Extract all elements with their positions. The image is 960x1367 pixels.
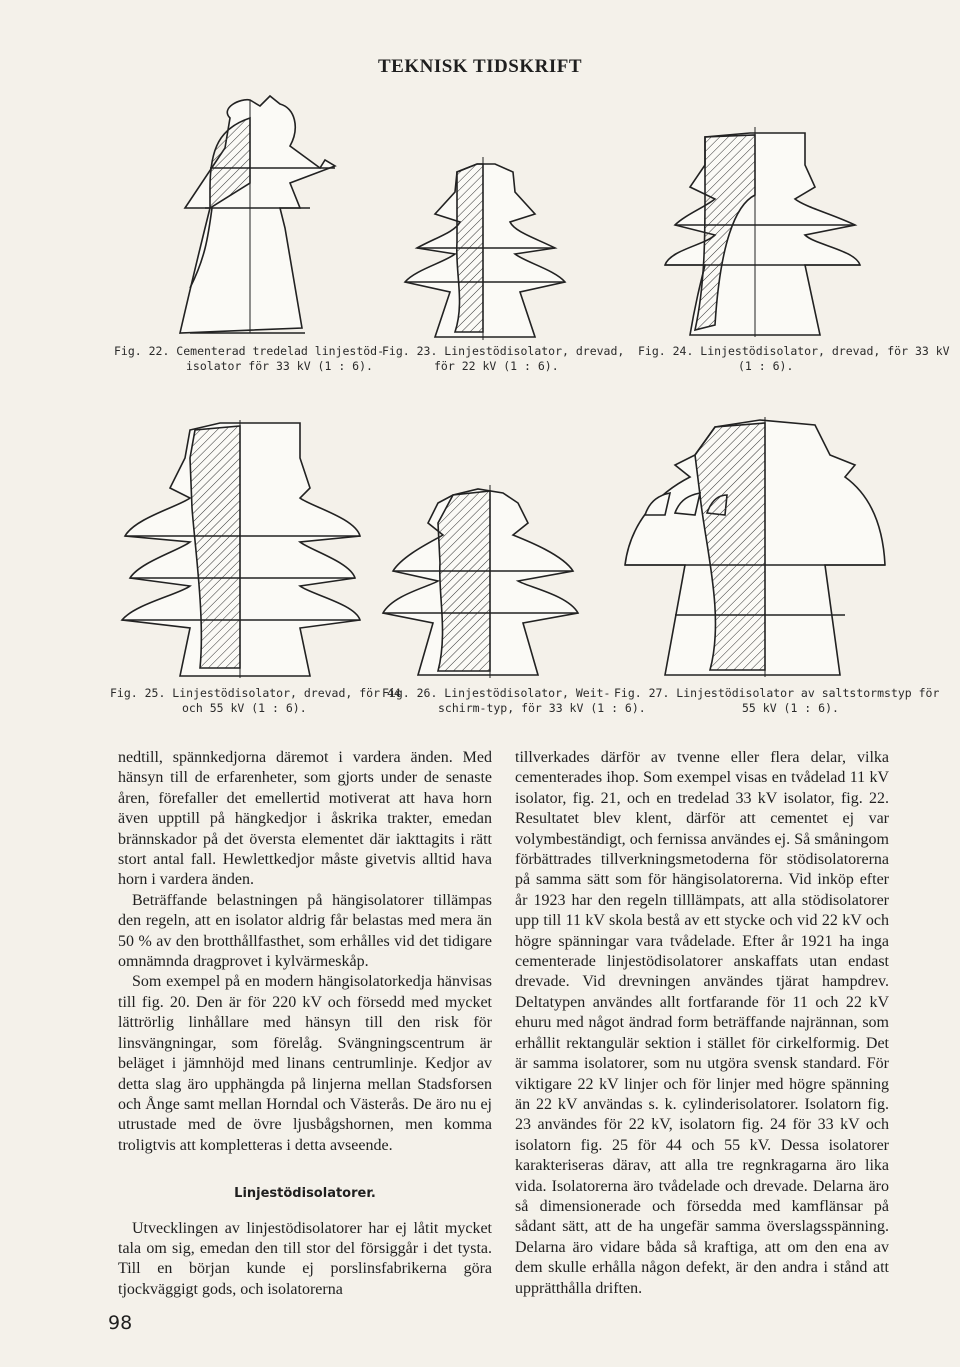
- left-text-column: [118, 748, 492, 1300]
- figure-27-drawing: [615, 415, 890, 680]
- caption-line: Fig. 27. Linjestödisolator av saltstormstyp för: [614, 686, 940, 700]
- figure-26-svg: [378, 483, 583, 680]
- caption-line: 55 kV (1 : 6).: [742, 701, 839, 715]
- figure-25-drawing: [110, 418, 370, 680]
- journal-title: TEKNISK TIDSKRIFT: [377, 56, 583, 77]
- figure-26-caption: [382, 686, 646, 716]
- page-number: 98: [108, 1312, 133, 1334]
- paragraph: Utvecklingen av linjestödisolatorer har ej låtit mycket tala om sig, emedan den till stor del försiggår i det tysta. Till en början kunde ej porslinsfabrikerna göra tjockväggigt gods, och isolatorerna: [118, 1219, 492, 1298]
- caption-line: Fig. 23. Linjestödisolator, drevad,: [382, 344, 625, 358]
- figure-23-drawing: [395, 152, 565, 342]
- caption-line: Fig. 24. Linjestödisolator, drevad, för 33 kV: [638, 344, 950, 358]
- figure-22-caption: [114, 344, 384, 374]
- figure-24-caption: [638, 344, 950, 374]
- figure-26-drawing: [378, 483, 583, 680]
- figure-22-drawing: [150, 88, 350, 338]
- paragraph: tillverkades därför av tvenne eller flera delar, vilka cementerades ihop. Som exempel visas en tvådelad 11 kV isolator, fig. 21, och en tredelad 33 kV isolator, fig. 22. Resultatet blev klent, därför att cementet ej var volymbeständigt, och fernissa användes ej. Så småningom förbättrades tillverkningsmetoderna för stödisolatorerna på samma sätt som för hängisolatorerna. Vid inköp efter år 1923 har den regeln tilllämpats, att alla stödisolatorer upp till 11 kV skola bestå av ett stycke och vid 22 kV och högre spänningar vara tvådelade. Efter år 1921 ha inga cementerade linjestödisolatorer anskaffats utan endast drevade. Vid drevningen användes tjärat hampdrev. Deltatypen användes allt fortfarande för 11 och 22 kV ehuru med något ändrad form beträffande najrännan, som erhållit rektangulär sektion i stället för cirkelformig. Det är samma isolatorer, som nu utgöra svensk standard. För viktigare 22 kV linjer och för linjer med högre spänning än 22 kV användas s. k. cylinderisolatorer. Isolatorn fig. 23 användes för 22 kV, isolatorn fig. 24 för 33 kV och isolatorn fig. 25 för 44 och 55 kV. Dessa isolatorer karakteriseras därav, att alla tre regnkragarna äro lika vida. Isolatorerna äro tvådelade och drevade. Delarna äro så dimensionerade och försedda med kamflänsar på sådant sätt, att de ha ungefär samma överslagsspänning. Delarna äro vidare båda så kraftiga, att om den ena av dem skulle erhålla någon defekt, är den andra i stånd att upprätthålla driften.: [515, 749, 889, 1297]
- right-text-column: [515, 748, 889, 1299]
- caption-line: Fig. 25. Linjestödisolator, drevad, för 44: [110, 686, 401, 700]
- figure-23-svg: [395, 152, 565, 342]
- figure-23-caption: [382, 344, 624, 374]
- paragraph: Beträffande belastningen på hängisolatorer tillämpas den regeln, att en isolator aldrig får belastas med mera än 50 % av den brotthållfasthet, som erhålles vid det tidigare omnämnda dragprovet i kylvärmeskåp.: [118, 891, 492, 971]
- caption-line: schirm-typ, för 33 kV (1 : 6).: [438, 701, 646, 715]
- paragraph: nedtill, spännkedjorna däremot i vardera änden. Med hänsyn till de erfarenheter, som gjorts under de senaste åren, förefaller det emellertid motiverat att hava horn även upptill på hängkedjor i åskrika trakter, emedan brännskador på det översta elementet där iakttagits i rätt stort antal fall. Hewlettkedjor måste givetvis alltid hava horn i vardera änden.: [118, 749, 492, 889]
- figure-27-caption: [614, 686, 939, 716]
- caption-line: och 55 kV (1 : 6).: [182, 701, 307, 715]
- figure-24-drawing: [655, 125, 865, 340]
- figure-25-svg: [110, 418, 370, 680]
- caption-line: Fig. 26. Linjestödisolator, Weit-: [382, 686, 611, 700]
- paragraph: Som exempel på en modern hängisolatorkedja hänvisas till fig. 20. Den är för 220 kV och försedd med mycket lättrörlig linhållare med hänsyn till den risk för linsvängningar, som förelåg. Svängningscentrum är beläget i jämnhöjd med linans centrumlinje. Kedjor av detta slag äro upphängda på linjerna mellan Stadsforsen och Ånge samt mellan Horndal och Västerås. De äro nu ej utrustade med de övre ljusbågshornen, men komma troligtvis att kompletteras i detta avseende.: [118, 973, 492, 1154]
- figure-27-svg: [615, 415, 890, 680]
- caption-line: för 22 kV (1 : 6).: [434, 359, 559, 373]
- figure-24-svg: [655, 125, 865, 340]
- caption-line: isolator för 33 kV (1 : 6).: [186, 359, 373, 373]
- figure-25-caption: [110, 686, 401, 716]
- caption-line: (1 : 6).: [738, 359, 794, 373]
- caption-line: Fig. 22. Cementerad tredelad linjestöd-: [114, 344, 385, 358]
- section-heading: Linjestödisolatorer.: [234, 1186, 376, 1202]
- figure-22-svg: [150, 88, 350, 338]
